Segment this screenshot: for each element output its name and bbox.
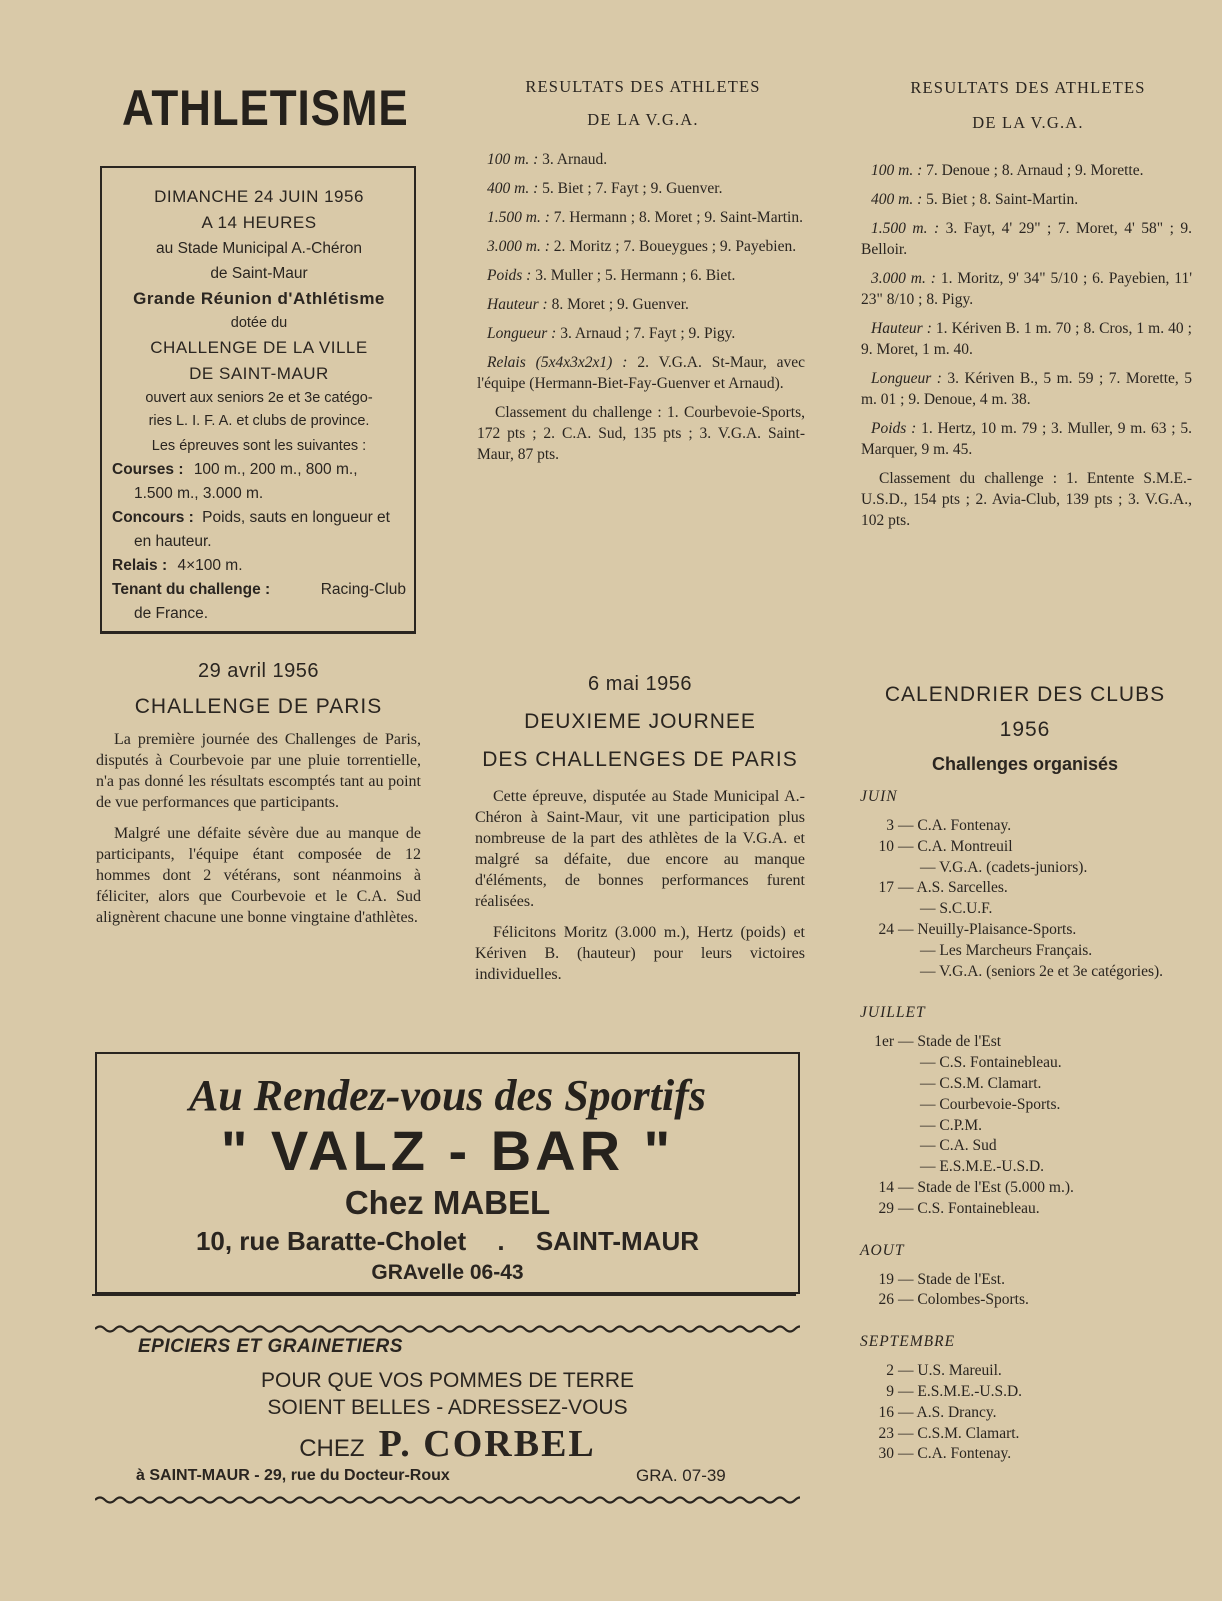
- calendar-entry: [860, 1157, 1190, 1178]
- announce-challenge-city: DE SAINT-MAUR: [189, 364, 329, 383]
- calendar-entry: [860, 1382, 1190, 1403]
- calendar-entry: [860, 1361, 1190, 1382]
- challenge-ranking: Classement du challenge : 1. Entente S.M.E.-U.S.D., 154 pts ; 2. Avia-Club, 139 pts ; 3. V.G.A., 102 pts.: [861, 470, 1192, 529]
- wavy-divider-bottom: [95, 1494, 800, 1506]
- result-item: [861, 318, 1192, 360]
- article-mai-p2: Félicitons Moritz (3.000 m.), Hertz (poids) et Kériven B. (hauteur) pour leurs victoires individuelles.: [475, 924, 805, 983]
- calendar-entry: [860, 816, 1190, 837]
- announce-concours-cont: en hauteur.: [134, 533, 212, 550]
- ad-bar-name: " VALZ - BAR ": [220, 1119, 675, 1182]
- calendar-month: AOUT: [860, 1241, 905, 1259]
- result-text: 3. Muller ; 5. Hermann ; 6. Biet.: [535, 267, 736, 284]
- calendar-entry: [860, 1199, 1190, 1220]
- result-event: 400 m. :: [871, 191, 923, 208]
- results-left-heading: [478, 70, 808, 136]
- result-item: [477, 294, 805, 315]
- announce-open-2: ries L. I. F. A. et clubs de province.: [148, 413, 370, 429]
- calendar-club: — C.A. Sud: [920, 1137, 997, 1155]
- calendar-day: [860, 1157, 894, 1178]
- tenant-label: Tenant du challenge :: [112, 581, 271, 598]
- calendar-club: — C.S. Fontainebleau.: [898, 1199, 1040, 1217]
- calendar-day: 24: [878, 920, 894, 938]
- calendar-entry: [860, 1136, 1190, 1157]
- article-paris-date: 29 avril 1956: [197, 660, 320, 682]
- result-event: Poids :: [871, 420, 917, 437]
- calendar-month: SEPTEMBRE: [860, 1333, 956, 1351]
- corbel-line-1: POUR QUE VOS POMMES DE TERRE: [260, 1369, 634, 1392]
- calendar-club: — E.S.M.E.-U.S.D.: [920, 1158, 1045, 1176]
- calendar-day: 17: [878, 879, 894, 897]
- calendar-day: [860, 1074, 894, 1095]
- result-text: 3. Fayt, 4' 29" ; 7. Moret, 4' 58" ; 9. Belloir.: [861, 220, 1192, 258]
- result-item: [861, 218, 1192, 260]
- courses-label: Courses :: [112, 461, 184, 478]
- calendar-day: 29: [878, 1199, 894, 1217]
- result-event: 100 m. :: [487, 151, 539, 168]
- calendar-club: — S.C.U.F.: [920, 900, 993, 918]
- results-right-heading-1: RESULTATS DES ATHLETES: [910, 78, 1146, 97]
- calendar-club: — V.G.A. (seniors 2e et 3e catégories).: [920, 962, 1164, 980]
- result-item: [861, 160, 1192, 181]
- corbel-line-2: SOIENT BELLES - ADRESSEZ-VOUS: [267, 1396, 628, 1419]
- result-event: Longueur :: [487, 325, 557, 342]
- calendar-club: — C.A. Montreuil: [898, 837, 1013, 855]
- announce-challenge: CHALLENGE DE LA VILLE: [150, 338, 368, 357]
- result-event: 100 m. :: [871, 162, 923, 179]
- result-text: 2. V.G.A. St-Maur, avec l'équipe (Hermann-Biet-Fay-Guenver et Arnaud).: [477, 354, 806, 392]
- calendar-club: — E.S.M.E.-U.S.D.: [898, 1382, 1023, 1400]
- announce-concours: [112, 506, 406, 530]
- announce-time: A 14 HEURES: [201, 213, 317, 232]
- article-paris-p1: La première journée des Challenges de Paris, disputés à Courbevoie par une pluie torrentielle, n'a pas donné les résultats escomptés tant au point de vue performances que participants.: [96, 731, 421, 811]
- calendar-day: [860, 1136, 894, 1157]
- result-text: 7. Denoue ; 8. Arnaud ; 9. Morette.: [926, 162, 1144, 179]
- calendar-day: 2: [886, 1362, 894, 1380]
- results-right-heading: [862, 70, 1194, 140]
- courses-value: 100 m., 200 m., 800 m.,: [193, 461, 358, 478]
- calendar-club: — Colombes-Sports.: [898, 1291, 1029, 1309]
- ad-address: [97, 1226, 798, 1256]
- announce-event: Grande Réunion d'Athlétisme: [133, 289, 385, 308]
- announce-relais: [112, 554, 406, 578]
- calendar-entry: [860, 1290, 1190, 1311]
- calendar-entry: [860, 837, 1190, 858]
- result-text: 8. Moret ; 9. Guenver.: [551, 296, 689, 313]
- calendar-club: — C.S. Fontainebleau.: [920, 1054, 1062, 1072]
- article-mai-title-1: DEUXIEME JOURNEE: [524, 710, 756, 733]
- result-event: Relais (5x4x3x2x1) :: [487, 354, 628, 371]
- announce-tenant-cont: de France.: [134, 605, 209, 622]
- result-item: [477, 178, 805, 199]
- result-item: [861, 368, 1192, 410]
- ad-city: SAINT-MAUR: [535, 1226, 700, 1256]
- results-right-heading-2: DE LA V.G.A.: [972, 113, 1084, 132]
- calendar-club: — C.P.M.: [920, 1116, 983, 1134]
- calendar-club: — Les Marcheurs Français.: [920, 941, 1093, 959]
- calendar-entry: [860, 878, 1190, 899]
- result-item: [477, 149, 805, 170]
- result-text: 1. Kériven B. 1 m. 70 ; 8. Cros, 1 m. 40 ; 9. Moret, 1 m. 40.: [861, 320, 1192, 358]
- calendar-day: [860, 941, 894, 962]
- result-text: 7. Hermann ; 8. Moret ; 9. Saint-Martin.: [553, 209, 803, 226]
- result-item: [861, 268, 1192, 310]
- calendar-club: — A.S. Drancy.: [898, 1403, 997, 1421]
- calendar-club: — A.S. Sarcelles.: [898, 879, 1008, 897]
- announce-tenant: [112, 578, 406, 602]
- tenant-value: Racing-Club: [320, 581, 406, 598]
- ad-tagline: Au Rendez-vous des Sportifs: [188, 1071, 707, 1120]
- ad-host: Chez MABEL: [344, 1184, 551, 1221]
- concours-label: Concours :: [112, 509, 194, 526]
- calendar-club: — U.S. Mareuil.: [898, 1362, 1002, 1380]
- calendar-club: — C.S.M. Clamart.: [920, 1074, 1042, 1092]
- calendar-day: 26: [878, 1291, 894, 1309]
- corbel-address: à SAINT-MAUR - 29, rue du Docteur-Roux: [136, 1467, 450, 1484]
- calendar-club: — Stade de l'Est: [898, 1033, 1002, 1051]
- relais-label: Relais :: [112, 557, 168, 574]
- calendar-day: 16: [878, 1403, 894, 1421]
- article-mai-p1: Cette épreuve, disputée au Stade Municipal A.-Chéron à Saint-Maur, vit une participation plus nombreuse de la part des athlètes de la V.G.A. et malgré sa défaite, due encore au manque d'éléments, de bonnes performances furent réalisées.: [475, 788, 805, 910]
- announce-courses-cont: 1.500 m., 3.000 m.: [134, 485, 264, 502]
- calendar-entry: [860, 858, 1190, 879]
- ad-divider: [92, 1294, 796, 1296]
- announce-endowed: dotée du: [230, 315, 288, 331]
- calendar-entry: [860, 1424, 1190, 1445]
- result-text: 1. Hertz, 10 m. 79 ; 3. Muller, 9 m. 63 ; 5. Marquer, 9 m. 45.: [861, 420, 1193, 458]
- calendar-entry: [860, 1095, 1190, 1116]
- calendar-club: — C.A. Fontenay.: [898, 817, 1012, 834]
- results-left-list: [477, 149, 805, 473]
- announce-open-1: ouvert aux seniors 2e et 3e catégo-: [145, 390, 373, 406]
- calendar-list: [860, 774, 1190, 1465]
- calendar-entry: [860, 1178, 1190, 1199]
- result-item: [477, 352, 805, 394]
- calendar-day: 30: [878, 1445, 894, 1463]
- calendar-day: [860, 1095, 894, 1116]
- result-item: [477, 323, 805, 344]
- announcement-box: [100, 166, 416, 634]
- calendar-day: [860, 962, 894, 983]
- result-event: Hauteur :: [487, 296, 548, 313]
- result-event: 3.000 m. :: [487, 238, 550, 255]
- result-event: 1.500 m. :: [487, 209, 550, 226]
- result-text: 1. Moritz, 9' 34" 5/10 ; 6. Payebien, 11' 23" 8/10 ; 8. Pigy.: [861, 270, 1193, 308]
- announce-courses: [112, 458, 406, 482]
- corbel-phone: GRA. 07-39: [636, 1466, 726, 1485]
- calendar-club: — V.G.A. (cadets-juniors).: [920, 858, 1088, 876]
- result-text: 5. Biet ; 7. Fayt ; 9. Guenver.: [542, 180, 723, 197]
- announce-venue: au Stade Municipal A.-Chéron: [156, 240, 362, 257]
- announce-date: DIMANCHE 24 JUIN 1956: [154, 187, 364, 206]
- result-event: 400 m. :: [487, 180, 539, 197]
- article-mai-date: 6 mai 1956: [588, 673, 692, 695]
- result-text: 2. Moritz ; 7. Boueygues ; 9. Payebien.: [553, 238, 797, 255]
- corbel-name-line: [95, 1422, 800, 1466]
- calendar-day: 1er: [874, 1033, 894, 1051]
- calendar-entry: [860, 1270, 1190, 1291]
- calendar-club: — Stade de l'Est (5.000 m.).: [898, 1178, 1074, 1196]
- calendar-entry: [860, 941, 1190, 962]
- concours-value: Poids, sauts en longueur et: [202, 509, 390, 526]
- valz-bar-ad: [95, 1052, 800, 1294]
- calendar-day: 3: [886, 817, 894, 834]
- calendar-day: [860, 1053, 894, 1074]
- result-event: Poids :: [487, 267, 532, 284]
- calendar-entry: [860, 1116, 1190, 1137]
- calendar-entry: [860, 1403, 1190, 1424]
- results-left-heading-1: RESULTATS DES ATHLETES: [525, 77, 761, 96]
- announce-venue-city: de Saint-Maur: [210, 265, 308, 282]
- calendar-entry: [860, 1074, 1190, 1095]
- calendar-year: 1956: [999, 718, 1051, 741]
- result-text: 3. Arnaud ; 7. Fayt ; 9. Pigy.: [560, 325, 736, 342]
- corbel-chez: CHEZ: [299, 1435, 365, 1462]
- calendar-day: 14: [878, 1178, 894, 1196]
- article-mai-title-2: DES CHALLENGES DE PARIS: [482, 748, 798, 771]
- relais-value: 4×100 m.: [177, 557, 243, 574]
- corbel-heading: EPICIERS ET GRAINETIERS: [138, 1336, 403, 1357]
- calendar-day: [860, 858, 894, 879]
- calendar-day: 9: [886, 1382, 894, 1400]
- calendar-day: 23: [878, 1424, 894, 1442]
- results-left-heading-2: DE LA V.G.A.: [587, 110, 699, 129]
- calendar-club: — C.S.M. Clamart.: [898, 1424, 1020, 1442]
- announce-events-intro: Les épreuves sont les suivantes :: [151, 438, 367, 454]
- article-mai-body: [475, 786, 805, 995]
- ad-street: 10, rue Baratte-Cholet: [195, 1226, 467, 1256]
- calendar-entry: [860, 899, 1190, 920]
- result-item: [477, 207, 805, 228]
- result-item: [861, 418, 1192, 460]
- calendar-subtitle: Challenges organisés: [931, 754, 1119, 774]
- result-event: 3.000 m. :: [871, 270, 936, 287]
- ad-phone: GRAvelle 06-43: [371, 1261, 524, 1284]
- result-text: 5. Biet ; 8. Saint-Martin.: [926, 191, 1079, 208]
- result-item: [477, 265, 805, 286]
- result-event: Longueur :: [871, 370, 942, 387]
- article-paris-title: CHALLENGE DE PARIS: [134, 695, 383, 718]
- calendar-club: — C.A. Fontenay.: [898, 1445, 1012, 1463]
- article-paris-body: [96, 729, 421, 938]
- corbel-name: P. CORBEL: [378, 1423, 596, 1465]
- results-right-list: [861, 160, 1192, 539]
- calendar-entry: [860, 1032, 1190, 1053]
- calendar-club: — Stade de l'Est.: [898, 1270, 1005, 1288]
- result-event: 1.500 m. :: [871, 220, 940, 237]
- calendar-day: [860, 899, 894, 920]
- calendar-club: — Courbevoie-Sports.: [920, 1095, 1061, 1113]
- calendar-month: JUILLET: [860, 1004, 926, 1022]
- calendar-title: CALENDRIER DES CLUBS: [884, 683, 1166, 706]
- calendar-day: 10: [878, 837, 894, 855]
- article-paris-p2: Malgré une défaite sévère due au manque de participants, l'équipe étant composée de 12 hommes dont 2 vétérans, sont néanmoins à féliciter, alors que Courbevoie et le C.A. Sud alignèrent chacune une bonne vingtaine d'athlètes.: [96, 825, 421, 926]
- result-text: 3. Arnaud.: [542, 151, 608, 168]
- ad-sep: .: [497, 1226, 505, 1256]
- calendar-club: — Neuilly-Plaisance-Sports.: [898, 920, 1077, 938]
- result-item: [861, 189, 1192, 210]
- result-text: 3. Kériven B., 5 m. 59 ; 7. Morette, 5 m. 01 ; 9. Denoue, 4 m. 38.: [861, 370, 1192, 408]
- calendar-day: [860, 1116, 894, 1137]
- challenge-ranking: Classement du challenge : 1. Courbevoie-Sports, 172 pts ; 2. C.A. Sud, 135 pts ; 3. V.G.A. Saint-Maur, 87 pts.: [477, 404, 805, 463]
- calendar-day: 19: [878, 1270, 894, 1288]
- calendar-entry: [860, 962, 1190, 983]
- calendar-entry: [860, 920, 1190, 941]
- page-title: ATHLETISME: [122, 80, 409, 136]
- result-item: [477, 236, 805, 257]
- calendar-entry: [860, 1053, 1190, 1074]
- calendar-entry: [860, 1444, 1190, 1465]
- calendar-month: JUIN: [860, 788, 898, 805]
- wavy-divider-top: [95, 1323, 800, 1335]
- result-event: Hauteur :: [871, 320, 932, 337]
